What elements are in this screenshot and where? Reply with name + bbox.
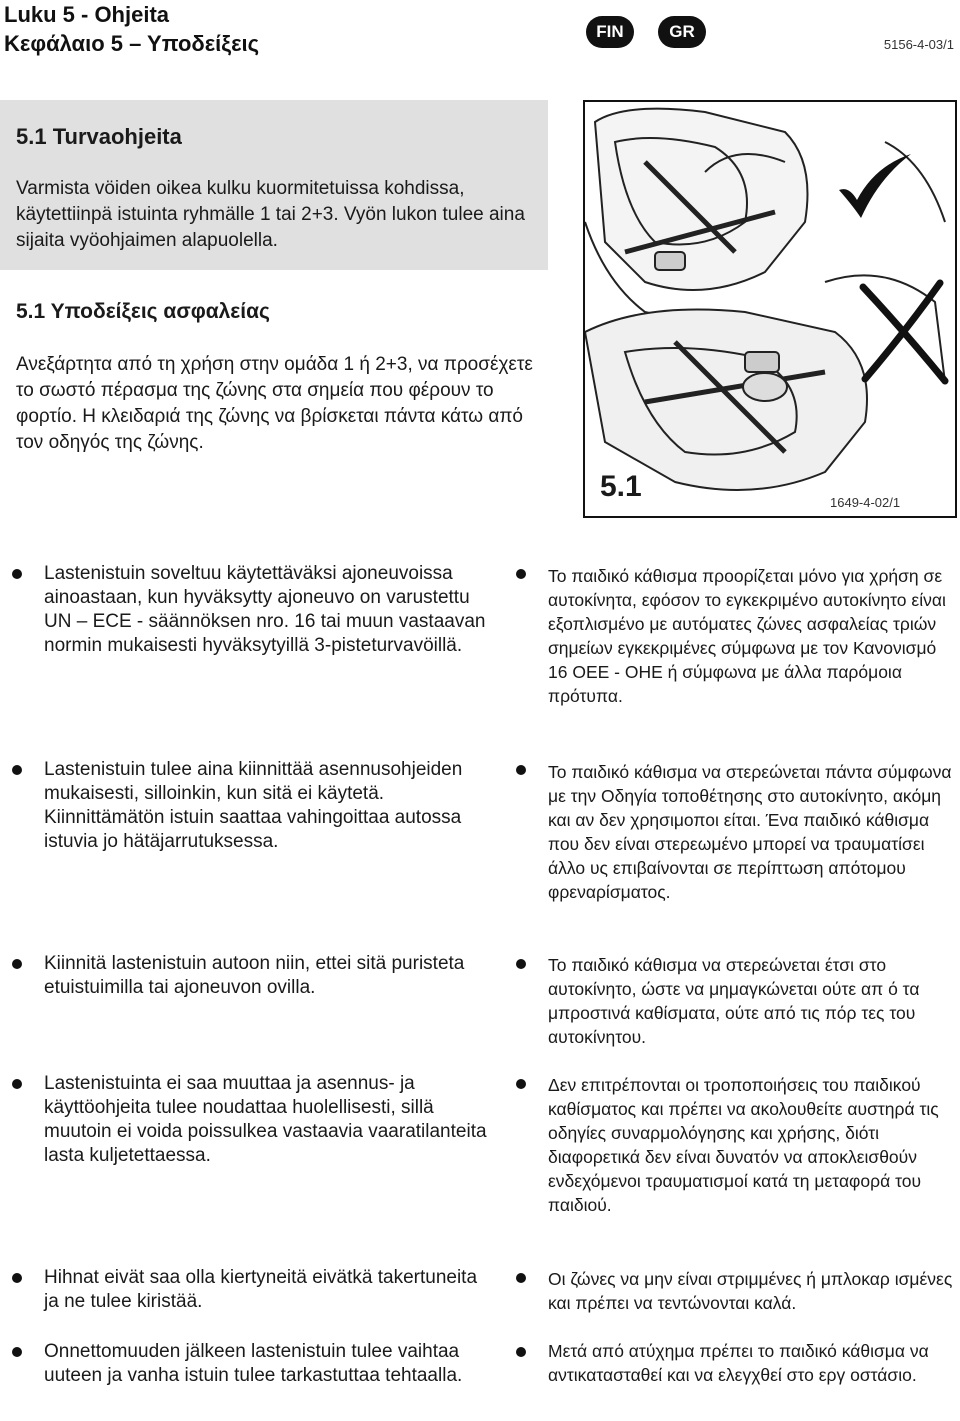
safety-text-fi: Varmista vöiden oikea kulku kuormitetuissa kohdissa, käytettiinpä istuinta ryhmälle 1 tai 2+3. Vyön lukon tulee aina sijaita vyöohjaimen alapuolella. bbox=[16, 178, 525, 251]
list-item-fi: Lastenistuinta ei saa muuttaa ja asennus- ja käyttöohjeita tulee noudattaa huolellisesti, sillä muutoin ei voida poissulkea vastaavia vaaratilanteita lasta kuljetettaessa. bbox=[44, 1073, 487, 1166]
list-item-gr: Οι ζώνες να μην είναι στριμμένες ή μπλοκαρ ισμένες και πρέπει να τεντώνονται καλά. bbox=[548, 1269, 953, 1313]
figure-number: 1649-4-02/1 bbox=[830, 495, 901, 510]
language-badge-fi: FIN bbox=[586, 16, 634, 48]
bullet-icon bbox=[516, 1347, 526, 1357]
figure-seat-belt-routing bbox=[583, 100, 957, 518]
bullet-icon bbox=[12, 765, 22, 775]
bullet-icon bbox=[516, 1273, 526, 1283]
bullet-icon bbox=[516, 569, 526, 579]
bullet-icon bbox=[516, 959, 526, 969]
list-item-fi: Onnettomuuden jälkeen lastenistuin tulee vaihtaa uuteen ja vanha istuin tulee tarkastuttaa tehtaalla. bbox=[44, 1341, 463, 1386]
list-item-fi: Lastenistuin tulee aina kiinnittää asennusohjeiden mukaisesti, silloinkin, kun sitä ei käytetä. Kiinnittämätön istuin saattaa vahingoittaa autossa istuvia jo hätäjarrutuksessa. bbox=[44, 759, 463, 852]
safety-text-gr: Ανεξάρτητα από τη χρήση στην ομάδα 1 ή 2+3, να προσέχετε το σωστό πέρασμα της ζώνης στα σημεία που φέρουν το φορτίο. Η κλειδαριά της ζώνης να βρίσκεται πάντα κάτω από τον οδηγός της ζώνης. bbox=[16, 354, 533, 453]
safety-heading-gr: 5.1 Υποδείξεις ασφαλείας bbox=[16, 300, 270, 323]
bullet-icon bbox=[12, 1347, 22, 1357]
list-item-gr: Μετά από ατύχημα πρέπει το παιδικό κάθισμα να αντικατασταθεί και να ελεγχθεί στο εργ οστάσιο. bbox=[548, 1341, 929, 1385]
list-item-gr: Το παιδικό κάθισμα προορίζεται μόνο για χρήση σε αυτοκίνητα, εφόσον το εγκεκριμένο αυτοκίνητο είναι εξοπλισμένο με αυτόματες ζώνες ασφαλείας τριών σημείων εγκεκριμένες σύμφωνα με τον Κανονισμό 16 ΟΕΕ - ΟΗΕ ή σύμφωνα με άλλα παρόμοια πρότυπα. bbox=[548, 566, 946, 706]
chapter-title-fi: Luku 5 - Ohjeita bbox=[4, 2, 170, 27]
list-item-fi: Hihnat eivät saa olla kiertyneitä eivätkä takertuneita ja ne tulee kiristää. bbox=[44, 1267, 478, 1312]
document-number: 5156-4-03/1 bbox=[883, 37, 954, 52]
list-item-gr: Το παιδικό κάθισμα να στερεώνεται έτσι στο αυτοκίνητο, ώστε να μημαγκώνεται ούτε απ ό τα μπροστινά καθίσματα, ούτε από τις πόρ τες του αυτοκίνητου. bbox=[548, 955, 920, 1047]
list-item-gr: Δεν επιτρέπονται οι τροποποιήσεις του παιδικού καθίσματος και πρέπει να ακολουθείτε αυστηρά τις οδηγίες συναρμολόγησης και χρήσης, διότι διαφορετικά δεν είναι δυνατόν να αποκλεισθούν ενδεχόμενοι τραυματισμοί κατά τη μεταφορά του παιδιού. bbox=[548, 1075, 939, 1215]
checkmark-icon bbox=[835, 152, 915, 222]
chapter-title-gr: Κεφάλαιο 5 – Υποδείξεις bbox=[4, 31, 260, 56]
bullet-icon bbox=[12, 959, 22, 969]
list-item-fi: Kiinnitä lastenistuin autoon niin, ettei sitä puristeta etuistuimilla tai ajoneuvon ovilla. bbox=[44, 953, 465, 998]
list-item-fi: Lastenistuin soveltuu käytettäväksi ajoneuvoissa ainoastaan, kun hyväksytty ajoneuvo on varustettu UN – ECE - säännöksen nro. 16 tai muun vastaavan normin mukaisesti hyväksytyillä 3-pisteturvavöillä. bbox=[44, 563, 486, 656]
figure-label: 5.1 bbox=[600, 470, 642, 503]
safety-heading-fi: 5.1 Turvaohjeita bbox=[16, 124, 182, 149]
bullet-icon bbox=[516, 765, 526, 775]
language-badge-gr: GR bbox=[658, 16, 706, 48]
cross-icon bbox=[855, 277, 950, 387]
safety-box-fi bbox=[0, 100, 548, 270]
list-item-gr: Το παιδικό κάθισμα να στερεώνεται πάντα σύμφωνα με την Οδηγία τοποθέτησης στο αυτοκίνητο, ακόμη και αν δεν χρησιμοποι είται. Ένα παιδικό κάθισμα που δεν είναι στερεωμένο μπορεί να τραυματίσει άλλο υς επιβαίνονται σε περίπτωση απότομου φρεναρίσματος. bbox=[548, 762, 952, 902]
bullet-icon bbox=[12, 569, 22, 579]
bullet-icon bbox=[12, 1079, 22, 1089]
bullet-icon bbox=[12, 1273, 22, 1283]
bullet-icon bbox=[516, 1079, 526, 1089]
